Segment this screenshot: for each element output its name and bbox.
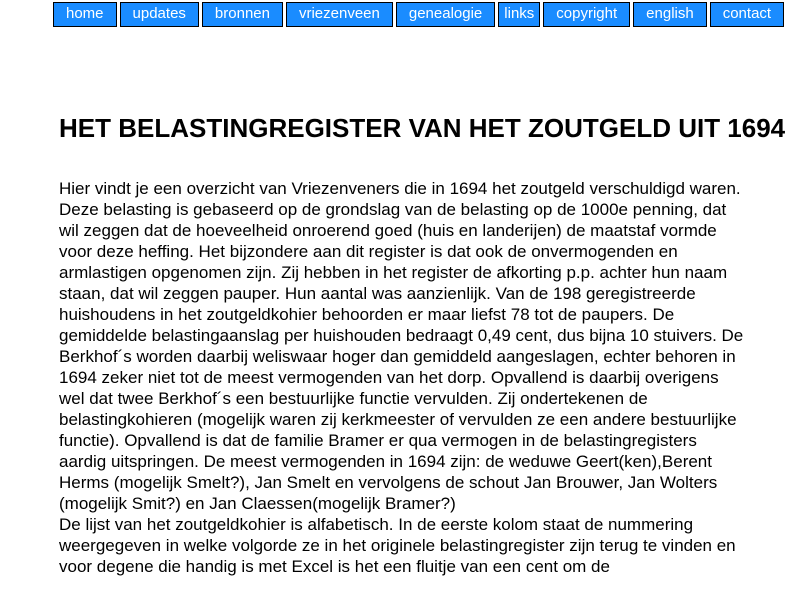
- title-bottom-spacer: [59, 144, 745, 178]
- nav-link-contact[interactable]: contact: [722, 5, 772, 22]
- nav-link-bronnen[interactable]: bronnen: [214, 5, 270, 22]
- navigation-bar: [0, 0, 800, 27]
- nav-link-vriezenveen[interactable]: vriezenveen: [298, 5, 380, 22]
- nav-row: [53, 2, 784, 27]
- nav-link-genealogie[interactable]: genealogie: [408, 5, 483, 22]
- page-title: HET BELASTINGREGISTER VAN HET ZOUTGELD UIT 1694: [59, 113, 786, 143]
- list-description-paragraph: De lijst van het zoutgeldkohier is alfabetisch. In de eerste kolom staat de nummering weergegeven in welke volgorde ze in het originele belastingregister zijn terug te vinden en voor degene die handig is met Excel is het een fluitje van een cent om de: [59, 515, 736, 576]
- nav-cell-bronnen[interactable]: [202, 2, 283, 27]
- intro-paragraph: Hier vindt je een overzicht van Vriezenveners die in 1694 het zoutgeld verschuldigd waren. Deze belasting is gebaseerd op de grondslag van de belasting op de 1000e penning, dat wil zeggen dat de hoeveelheid onroerend goed (huis en landerijen) de maatstaf vormde voor deze heffing. Het bijzondere aan dit register is dat ook de onvermogenden en armlastigen opgenomen zijn. Zij hebben in het register de afkorting p.p. achter hun naam staan, dat wil zeggen pauper. Hun aantal was aanzienlijk. Van de 198 geregistreerde huishoudens in het zoutgeldkohier behoorden er maar liefst 78 tot de paupers. De gemiddelde belastingaanslag per huishouden bedraagt 0,49 cent, dus bijna 10 stuivers. De Berkhof´s worden daarbij weliswaar hoger dan gemiddeld aangeslagen, echter behoren in 1694 zeker niet tot de meest vermogenden van het dorp. Opvallend is daarbij overigens wel dat twee Berkhof´s een bestuurlijke functie vervulden. Zij ondertekenen de belastingkohieren (mogelijk waren zij kerkmeester of vervulden ze een andere bestuurlijke functie). Opvallend is dat de familie Bramer er qua vermogen in de belastingregisters aardig uitspringen. De meest vermogenden in 1694 zijn: de weduwe Geert(ken),Berent Herms (mogelijk Smelt?), Jan Smelt en vervolgens de schout Jan Brouwer, Jan Wolters (mogelijk Smit?) en Jan Claessen(mogelijk Bramer?): [59, 179, 744, 513]
- nav-link-english[interactable]: english: [646, 5, 694, 22]
- nav-link-links[interactable]: links: [504, 5, 535, 22]
- nav-cell-home[interactable]: [53, 2, 117, 27]
- nav-cell-genealogie[interactable]: [396, 2, 495, 27]
- nav-table: [50, 2, 787, 27]
- nav-cell-links[interactable]: [498, 2, 540, 27]
- nav-link-home[interactable]: home: [66, 5, 104, 22]
- nav-link-updates[interactable]: updates: [132, 5, 186, 22]
- nav-cell-english[interactable]: [633, 2, 707, 27]
- nav-cell-vriezenveen[interactable]: [286, 2, 393, 27]
- nav-cell-updates[interactable]: [120, 2, 199, 27]
- nav-cell-copyright[interactable]: [543, 2, 630, 27]
- title-top-spacer: [59, 27, 745, 113]
- page-content: [0, 27, 800, 577]
- nav-link-copyright[interactable]: copyright: [556, 5, 618, 22]
- nav-cell-contact[interactable]: [710, 2, 784, 27]
